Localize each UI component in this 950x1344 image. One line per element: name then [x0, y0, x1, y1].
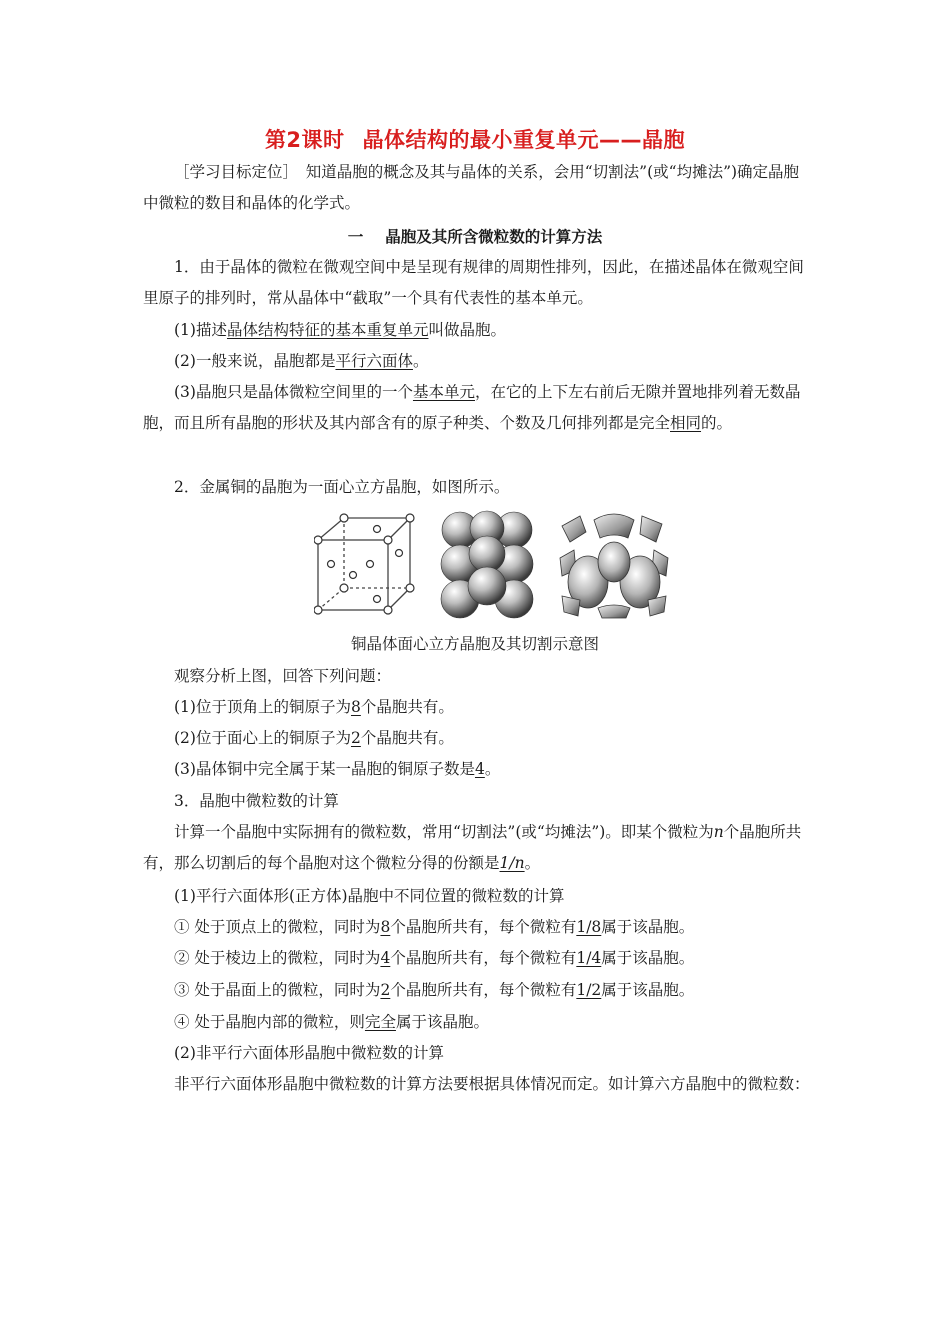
r2-mid: 个晶胞所共有，每个微粒有	[390, 949, 577, 967]
r1-answer-1: 8	[380, 918, 391, 936]
r3-post: 属于该晶胞。	[601, 981, 695, 999]
lesson-number: 第2课时	[264, 128, 345, 152]
item-1-pre: (1)描述	[174, 321, 227, 339]
paragraph-3: 3．晶胞中微粒数的计算	[174, 792, 339, 810]
item-3-post: 的。	[701, 414, 733, 432]
item-2-pre: (2)一般来说，晶胞都是	[174, 352, 336, 370]
q3-answer: 4	[474, 760, 485, 778]
rule-4	[174, 1007, 489, 1038]
item-1-answer: 晶体结构特征的基本重复单元	[226, 321, 429, 339]
page-title	[0, 124, 950, 154]
item-2-answer: 平行六面体	[335, 352, 413, 370]
item-1	[174, 315, 506, 346]
item-3	[143, 377, 813, 439]
item-3-answer-2: 相同	[670, 414, 702, 432]
r4-answer: 完全	[364, 1013, 396, 1031]
item-2	[174, 346, 429, 377]
sphere-packing-model-icon	[438, 510, 536, 620]
q1-answer: 8	[350, 698, 361, 716]
r4-post: 属于该晶胞。	[395, 1013, 489, 1031]
r3-answer-1: 2	[380, 981, 391, 999]
paragraph-1: 1．由于晶体的微粒在微观空间中是呈现有规律的周期性排列，因此，在描述晶体在微观空间里原子的排列时，常从晶体中“截取”一个具有代表性的基本单元。	[143, 258, 804, 307]
cut-atoms-model-icon	[558, 510, 670, 620]
item-3-mid: ，在它的上下左右前后无隙并置地排列着无数晶胞，而且所有晶胞的形状及其内部含有的原子种类、个数及几何排列都是完全	[143, 383, 801, 432]
r4-pre: ④ 处于晶胞内部的微粒，则	[174, 1013, 365, 1031]
observe-prompt: 观察分析上图，回答下列问题：	[174, 667, 392, 685]
question-3	[174, 754, 500, 785]
q3-pre: (3)晶体铜中完全属于某一晶胞的铜原子数是	[174, 760, 475, 778]
r3-answer-2: 1/2	[576, 981, 602, 999]
learning-goal: ［学习目标定位］ 知道晶胞的概念及其与晶体的关系，会用“切割法”(或“均摊法”)确定晶胞中微粒的数目和晶体的化学式。	[143, 163, 800, 212]
paragraph-4: 非平行六面体形晶胞中微粒数的计算方法要根据具体情况而定。如计算六方晶胞中的微粒数：	[174, 1075, 810, 1093]
q3-post: 。	[484, 760, 501, 778]
lesson-title: 晶体结构的最小重复单元——晶胞	[362, 128, 686, 152]
paragraph-2: 2．金属铜的晶胞为一面心立方晶胞，如图所示。	[174, 478, 510, 496]
rule-1	[174, 912, 694, 943]
case-2-heading: (2)非平行六面体形晶胞中微粒数的计算	[174, 1044, 444, 1062]
r2-answer-2: 1/4	[576, 949, 602, 967]
item-3-pre: (3)晶胞只是晶体微粒空间里的一个	[174, 383, 413, 401]
p3a-mid: 个晶胞所共有，那么切割后的每个晶胞对这个微粒分得的份额是	[143, 823, 802, 872]
q1-pre: (1)位于顶角上的铜原子为	[174, 698, 351, 716]
question-2	[174, 723, 454, 754]
q2-pre: (2)位于面心上的铜原子为	[174, 729, 351, 747]
fcc-cube-diagram-icon	[314, 510, 416, 618]
paragraph-3a	[143, 817, 813, 879]
q2-post: 个晶胞共有。	[360, 729, 454, 747]
figure-caption: 铜晶体面心立方晶胞及其切割示意图	[350, 635, 599, 653]
r1-pre: ① 处于顶点上的微粒，同时为	[174, 918, 381, 936]
r2-post: 属于该晶胞。	[601, 949, 695, 967]
item-2-post: 。	[412, 352, 429, 370]
rule-2	[174, 943, 694, 974]
r1-mid: 个晶胞所共有，每个微粒有	[390, 918, 577, 936]
p3a-n: n	[713, 823, 724, 841]
section-heading	[0, 222, 950, 253]
question-1	[174, 692, 454, 723]
r3-pre: ③ 处于晶面上的微粒，同时为	[174, 981, 381, 999]
r1-post: 属于该晶胞。	[601, 918, 695, 936]
p3a-answer: 1/n	[499, 854, 525, 872]
r1-answer-2: 1/8	[576, 918, 602, 936]
section-title: 晶胞及其所含微粒数的计算方法	[385, 228, 603, 246]
r2-answer-1: 4	[380, 949, 391, 967]
r3-mid: 个晶胞所共有，每个微粒有	[390, 981, 577, 999]
item-3-answer-1: 基本单元	[412, 383, 475, 401]
p3a-post: 。	[524, 854, 541, 872]
rule-3	[174, 975, 694, 1006]
q2-answer: 2	[350, 729, 361, 747]
item-1-post: 叫做晶胞。	[428, 321, 506, 339]
p3a-pre: 计算一个晶胞中实际拥有的微粒数，常用“切割法”(或“均摊法”)。即某个微粒为	[174, 823, 714, 841]
section-number: 一	[347, 228, 364, 246]
case-1-heading: (1)平行六面体形(正方体)晶胞中不同位置的微粒数的计算	[174, 887, 565, 905]
r2-pre: ② 处于棱边上的微粒，同时为	[174, 949, 381, 967]
q1-post: 个晶胞共有。	[360, 698, 454, 716]
